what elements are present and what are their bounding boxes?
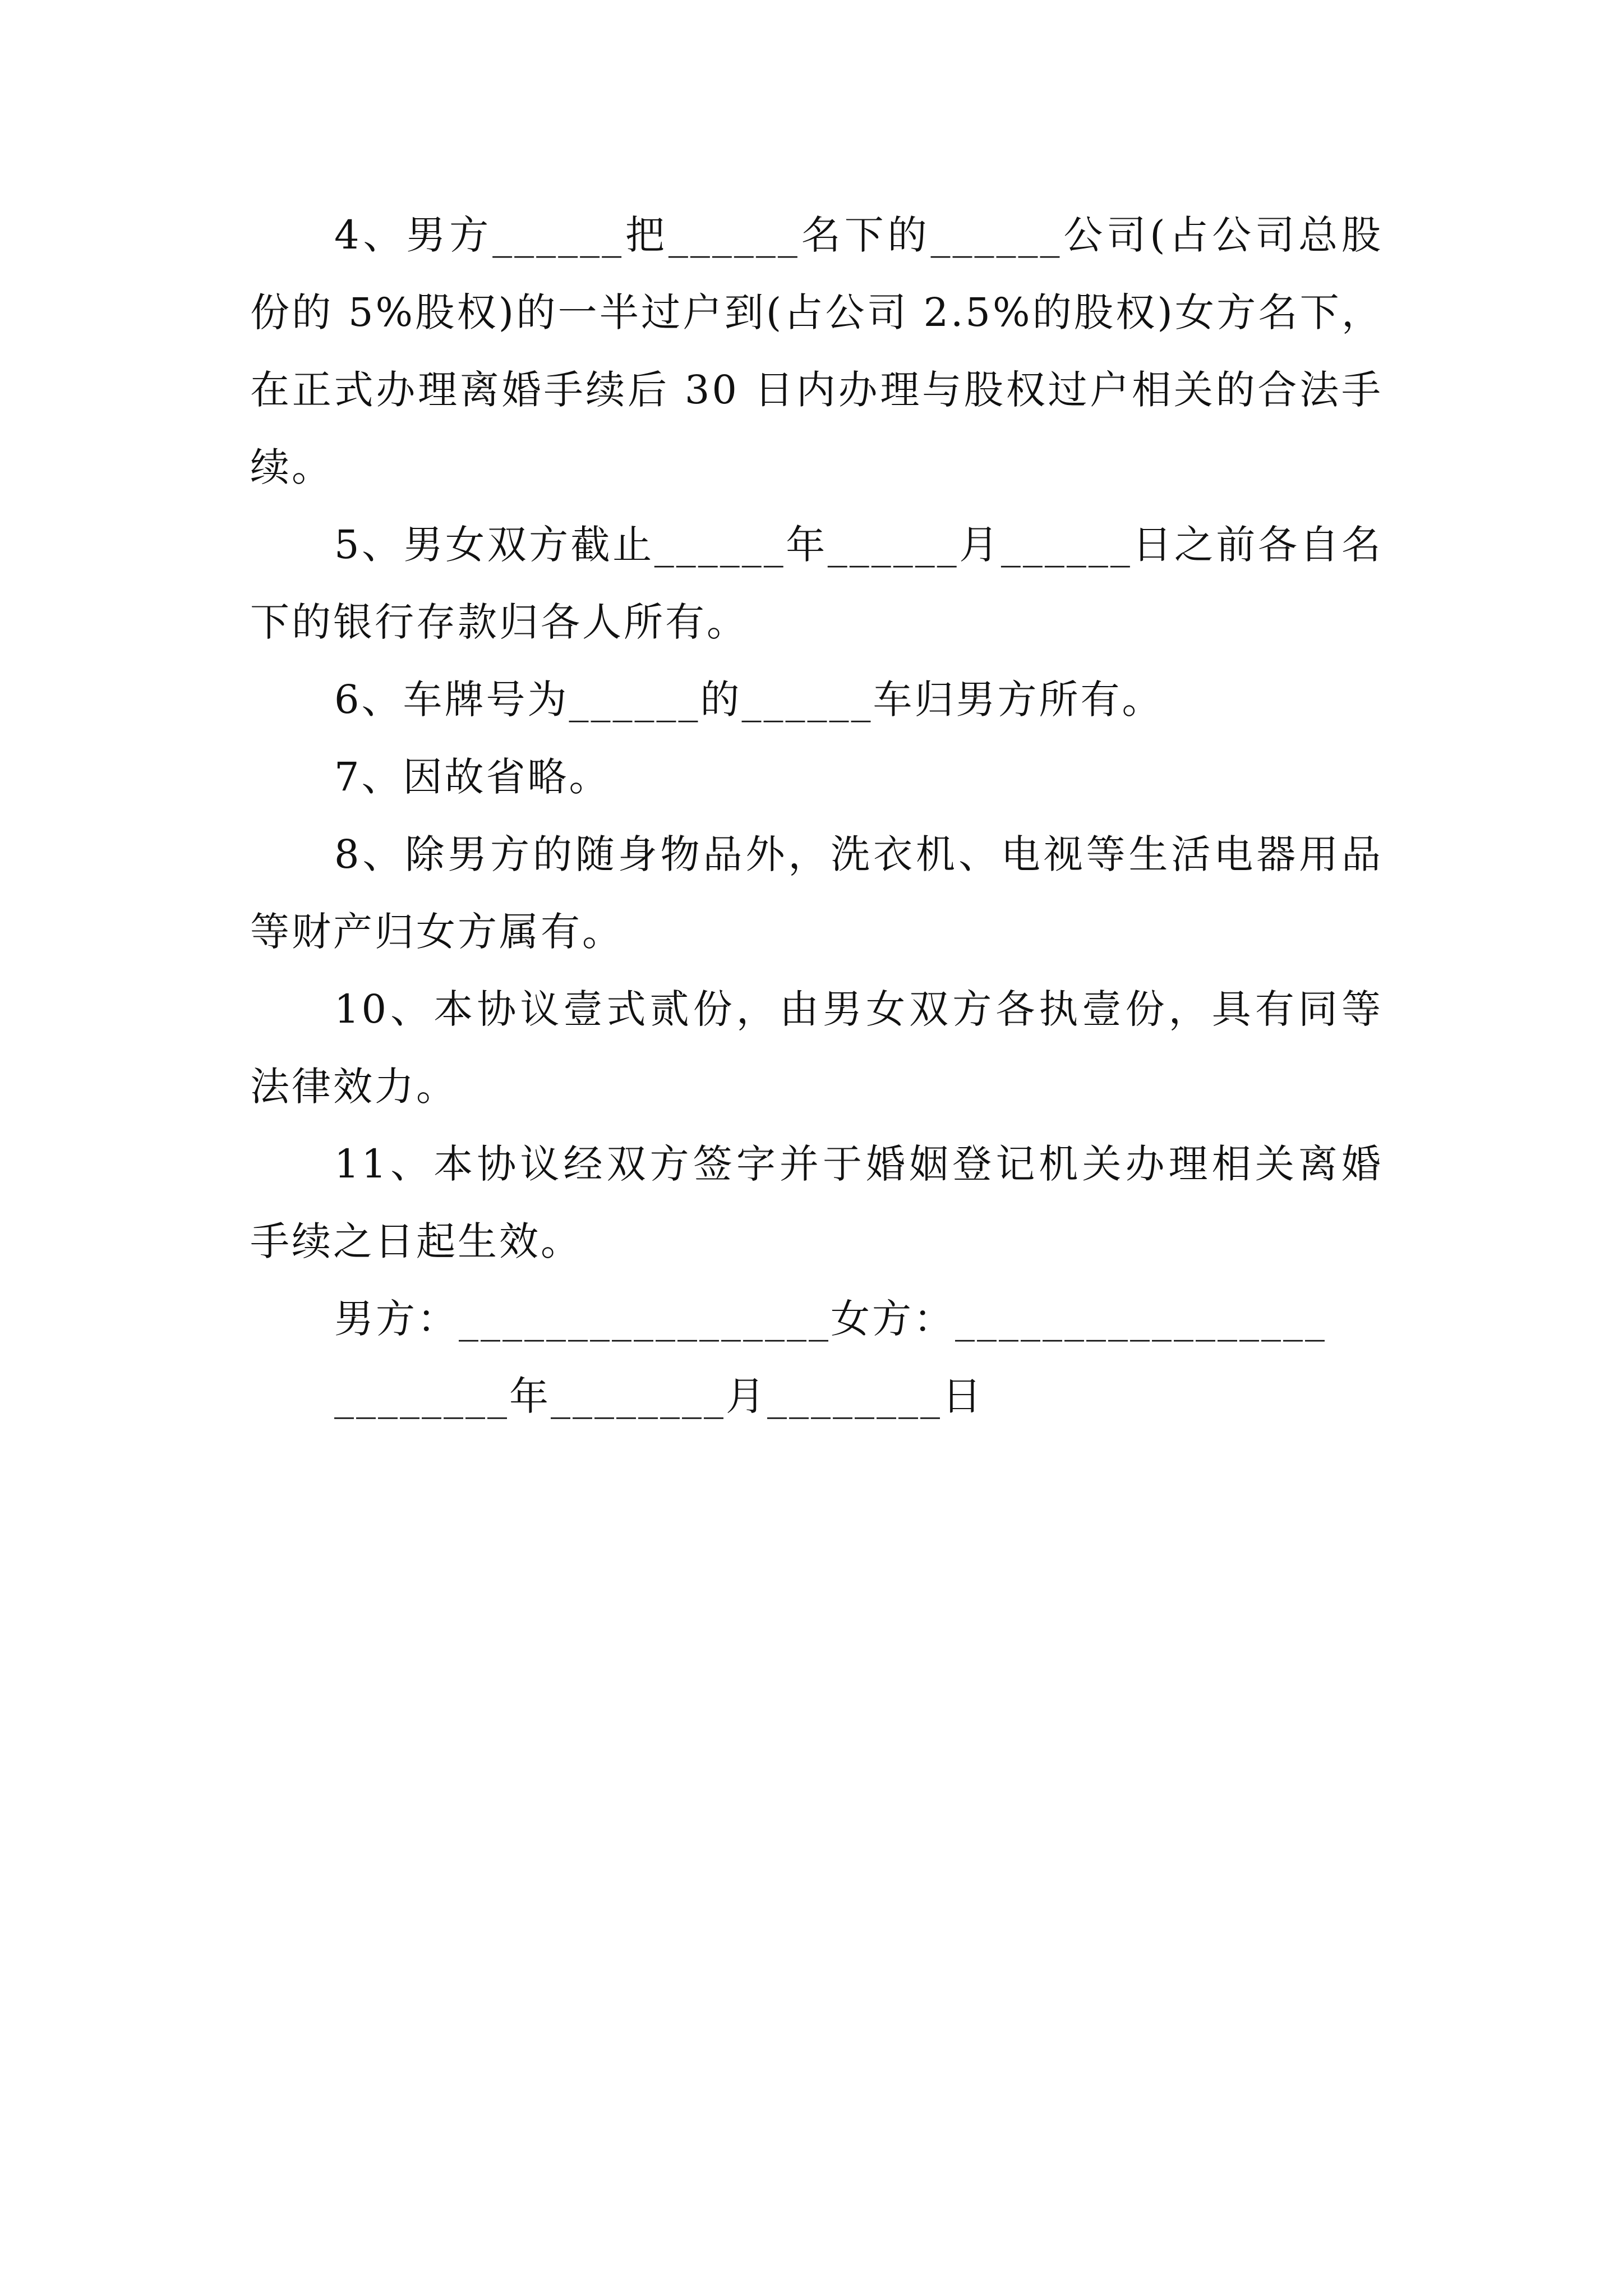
date-line: ________年________月________日 (334, 1373, 984, 1419)
clause-4: 4、男方______把______名下的______公司(占公司总股份的 5%股权)的一半过户到(占公司 2.5%的股权)女方名下，在正式办理离婚手续后 30 日内办理与股权过户相关的合法手续。 (250, 212, 1383, 490)
clause-7: 7、因故省略。 (334, 754, 611, 800)
document-body (250, 196, 1383, 1435)
clause-11: 11、本协议经双方签字并于婚姻登记机关办理相关离婚手续之日起生效。 (250, 1141, 1383, 1264)
clause-10: 10、本协议壹式贰份，由男女双方各执壹份，具有同等法律效力。 (250, 986, 1383, 1110)
signature-line: 男方：_________________女方：_________________ (334, 1296, 1327, 1342)
clause-6: 6、车牌号为______的______车归男方所有。 (334, 677, 1164, 723)
clause-8: 8、除男方的随身物品外，洗衣机、电视等生活电器用品等财产归女方属有。 (250, 831, 1383, 955)
clause-5: 5、男女双方截止______年______月______日之前各自名下的银行存款归各人所有。 (250, 522, 1383, 645)
